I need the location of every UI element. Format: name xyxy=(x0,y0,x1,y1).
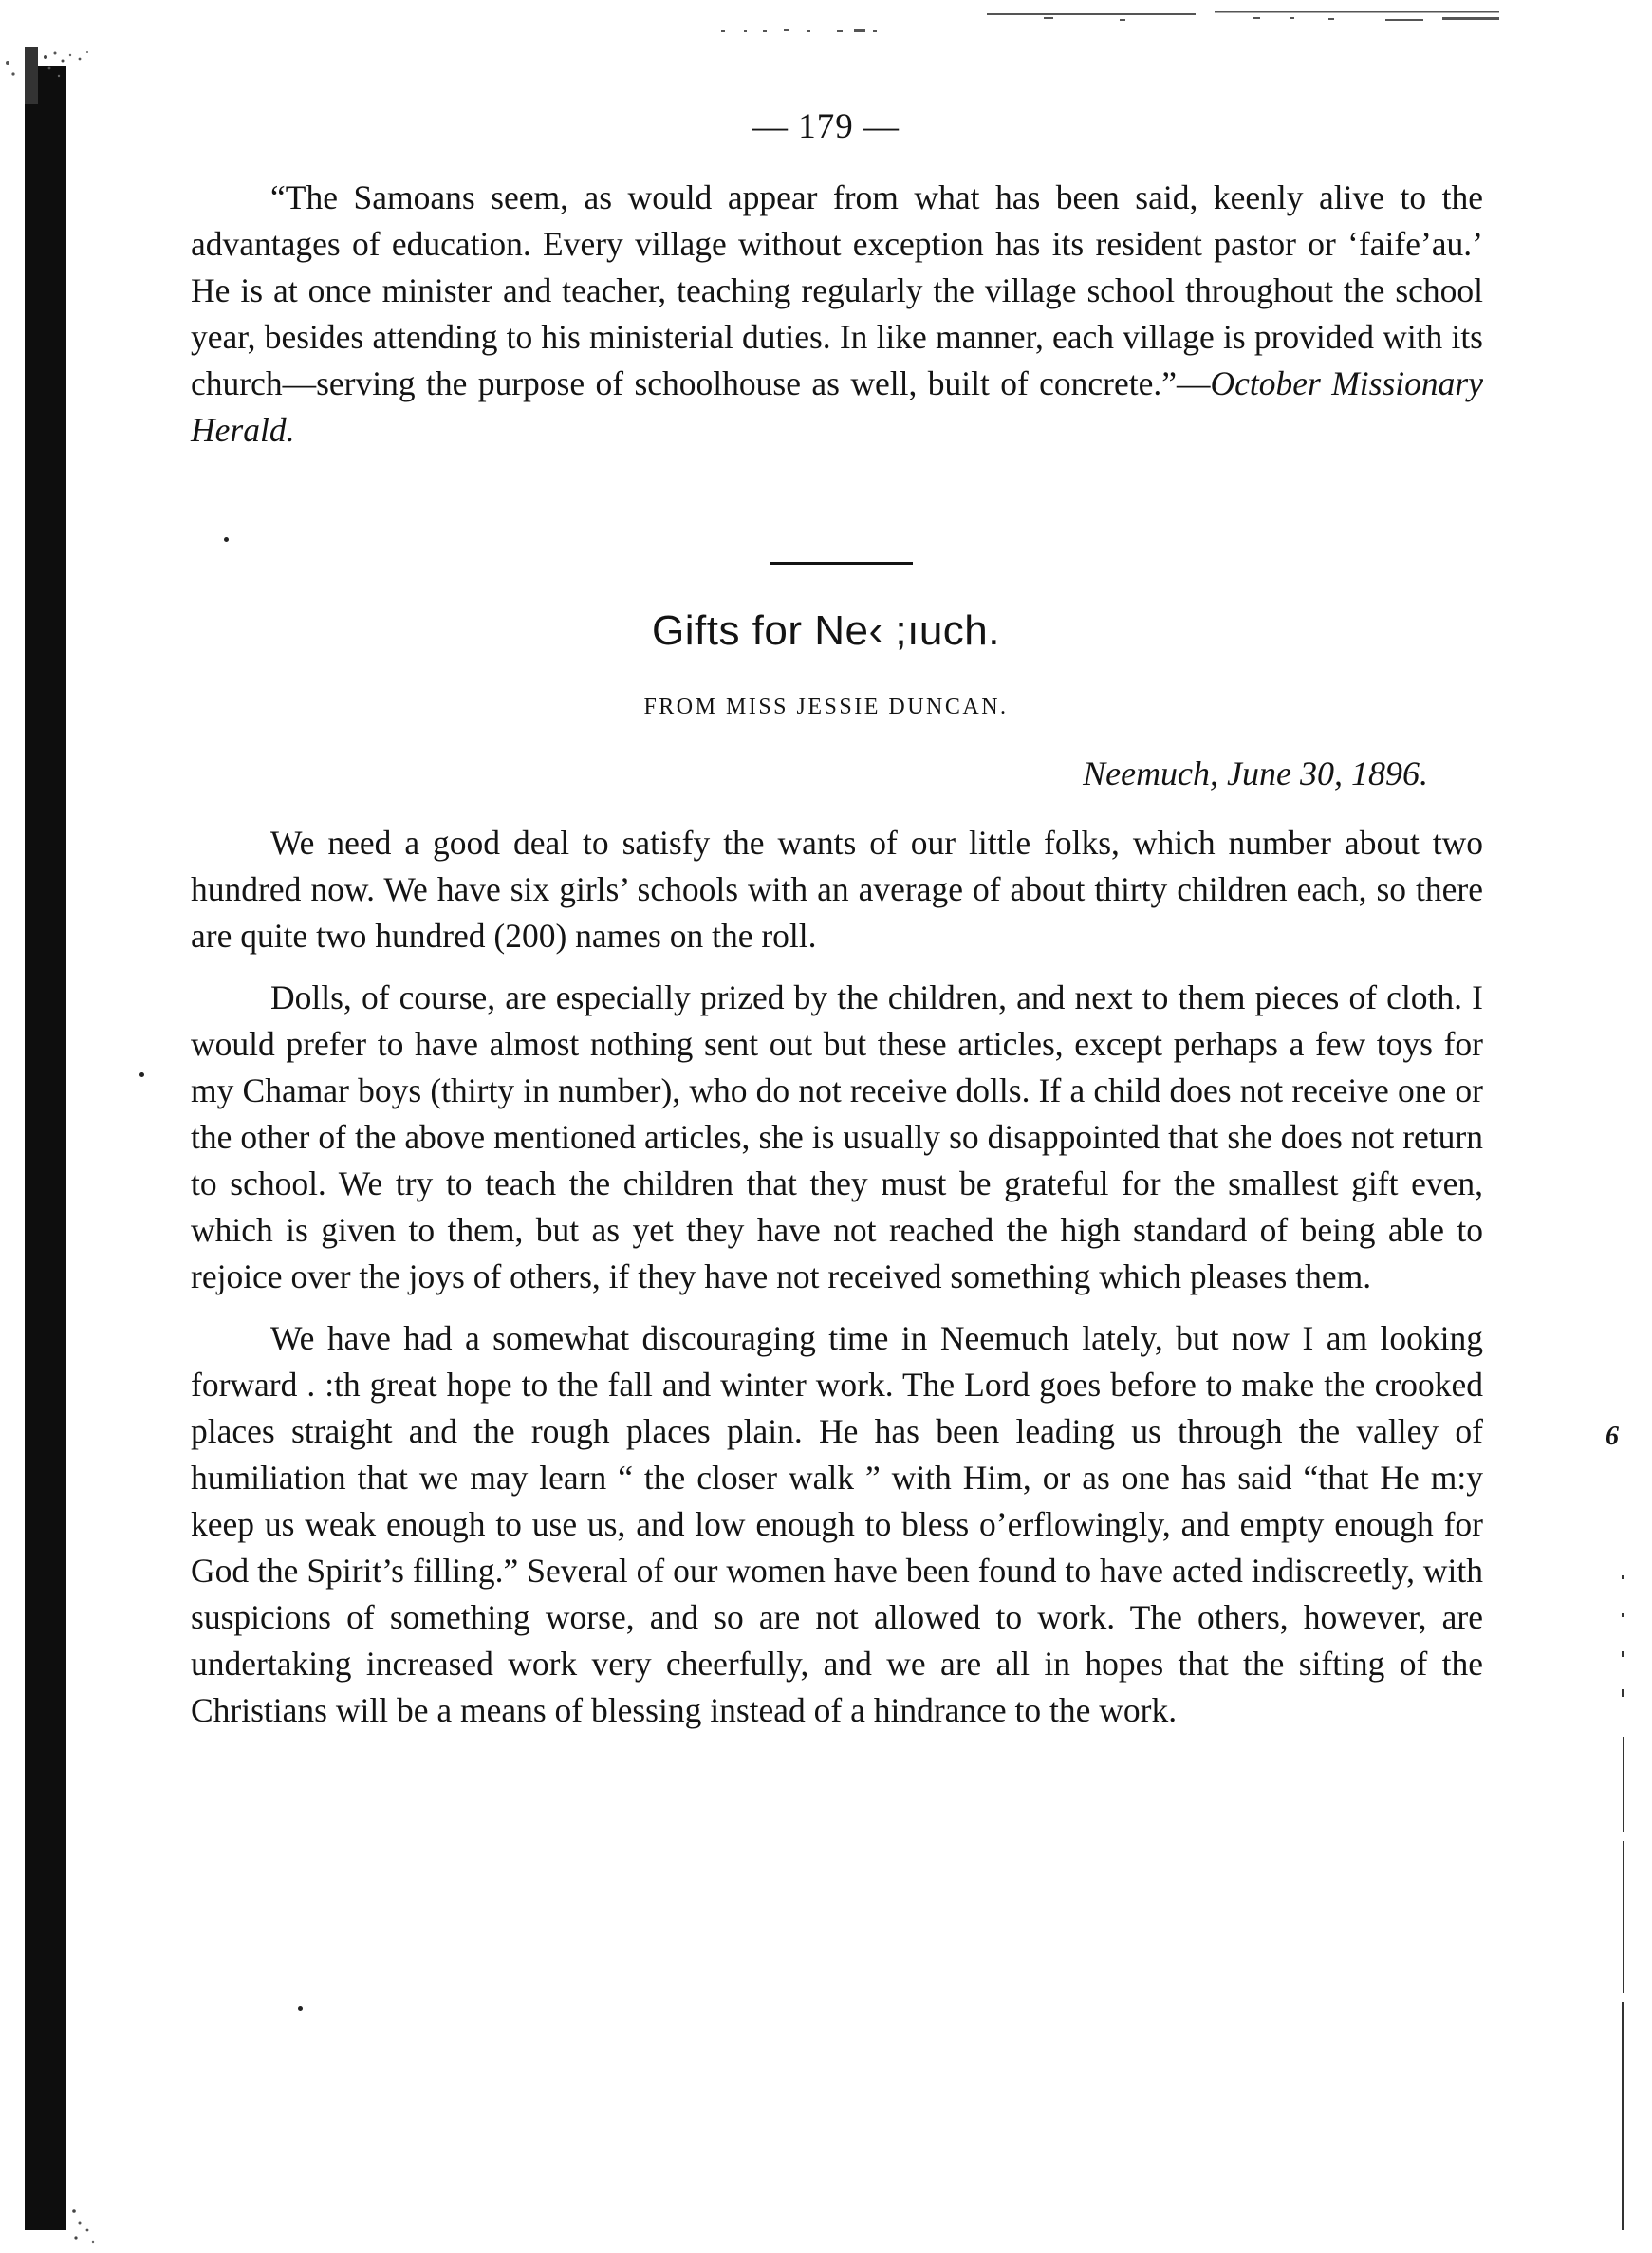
article-body xyxy=(191,820,1483,1749)
quote-text: “The Samoans seem, as would appear from what has been said, keenly alive to the advantages of education. Every village without exception has its resident pastor or ‘faife’au.’ He is at once minister and teacher, teaching regularly the village school throughout the school year, besides attending to his ministerial duties. In like manner, each village is provided with its church—serving the purpose of schoolhouse as well, built of concrete.”— xyxy=(191,178,1483,402)
article-paragraph: We need a good deal to satisfy the wants of our little folks, which number about two hundred now. We have six girls’ schools with an average of about thirty children each, so there are quite two hundred (200) names on the roll. xyxy=(191,824,1483,955)
article-title: Gifts for Ne‹ ;ıuch. xyxy=(652,607,1000,654)
article-paragraph: Dolls, of course, are especially prized by the children, and next to them pieces of cloth. I would prefer to have almost nothing sent out but these articles, except perhaps a few toys for my Chamar boys (thirty in number), who do not receive dolls. If a child does not receive one or the other of the above mentioned articles, she is usually so disappointed that she does not return to school. We try to teach the children that they must be grateful for the smallest gift even, which is given to them, but as yet they have not reached the high standard of being able to rejoice over the joys of others, if they have not received something which pleases them. xyxy=(191,978,1483,1295)
page-number: — 179 — xyxy=(752,107,900,146)
article-byline: FROM MISS JESSIE DUNCAN. xyxy=(643,695,1009,719)
stray-dot xyxy=(139,1072,144,1077)
scan-noise-top xyxy=(721,9,1575,38)
quote-block xyxy=(191,175,1483,454)
stray-dot xyxy=(298,2006,303,2011)
article-paragraph: We have had a somewhat discouraging time in Neemuch lately, but now I am looking forward . :th great hope to the fall and winter work. The Lord goes before to make the crooked places straight and the rough places plain. He has been leading us through the valley of humiliation that we may learn “ the closer walk ” with Him, or as one has said “that He m:y keep us weak enough to use us, and low enough to bless o’erflowingly, and empty enough for God the Spirit’s filling.” Several of our women have been found to have acted indiscreetly, with suspicions of something worse, and so are not allowed to work. The others, however, are undertaking increased work very cheerfully, and we are all in hopes that the sifting of the Christians will be a means of blessing instead of a hindrance to the work. xyxy=(191,1319,1483,1729)
margin-mark: 6 xyxy=(1606,1422,1619,1451)
binding-speckle-top xyxy=(0,47,114,104)
stray-dot xyxy=(224,537,229,542)
article-dateline: Neemuch, June 30, 1896. xyxy=(1083,754,1428,792)
section-divider xyxy=(770,562,913,565)
binding-speckle-bottom xyxy=(66,2202,123,2249)
quote-paragraph xyxy=(191,175,1483,454)
scan-noise-right xyxy=(1613,1556,1632,2240)
quote-source: October Missionary Herald. xyxy=(191,364,1483,449)
binding-edge xyxy=(25,66,66,2230)
